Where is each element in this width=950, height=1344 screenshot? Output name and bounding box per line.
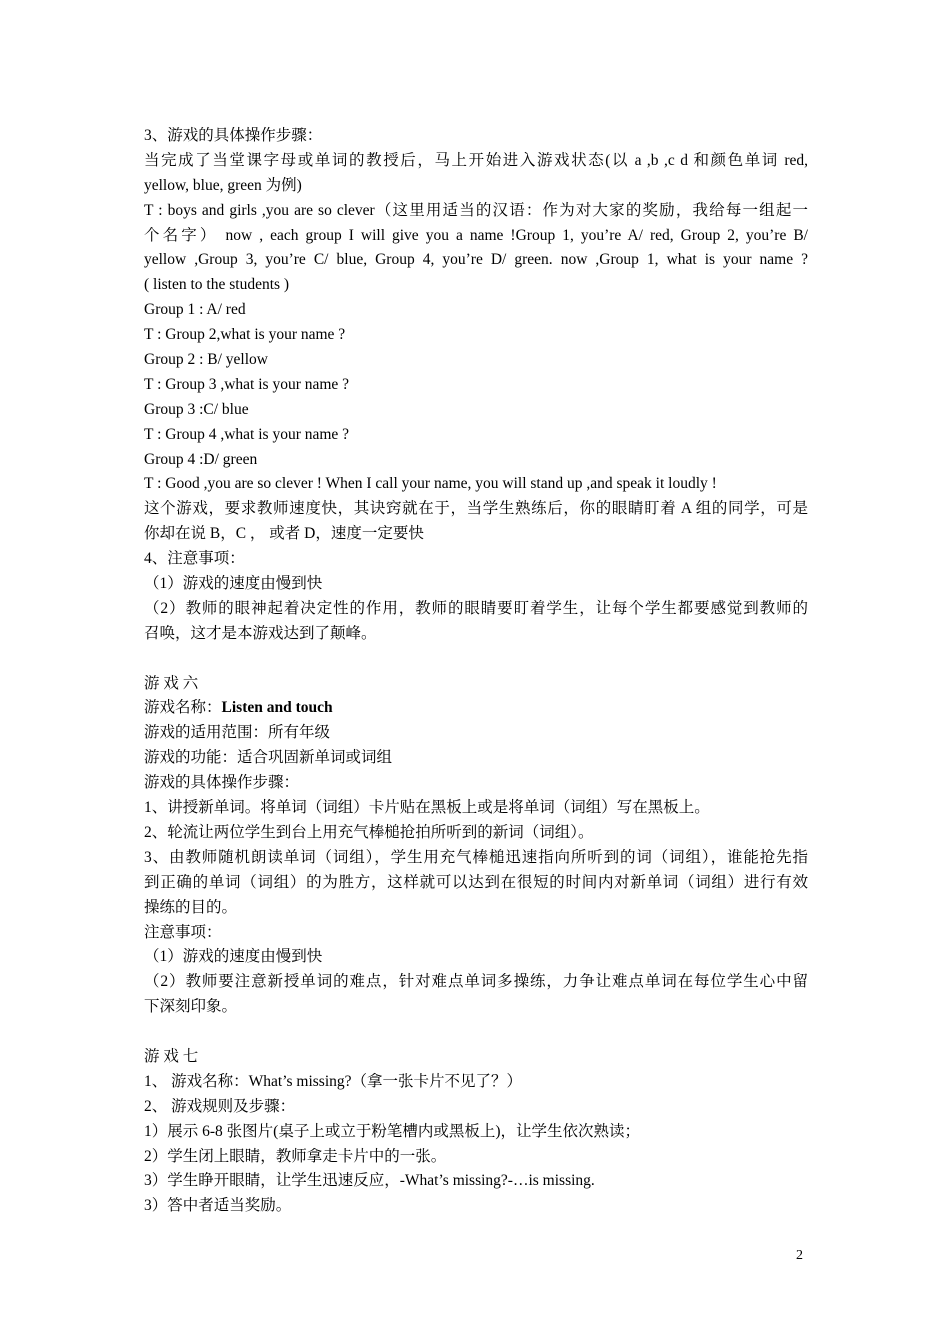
text-line: 3、由教师随机朗读单词（词组），学生用充气棒槌迅速指向所听到的词（词组），谁能抢先指 [144, 848, 808, 866]
text-line: T : Group 2,what is your name ? [144, 326, 346, 344]
text-line: 到正确的单词（词组）的为胜方，这样就可以达到在很短的时间内对新单词（词组）进行有效 [144, 873, 808, 891]
text-line: 当完成了当堂课字母或单词的教授后，马上开始进入游戏状态(以 a ,b ,c d 和颜色单词 red, [144, 151, 808, 169]
text-line: 1）展示 6-8 张图片(桌子上或立于粉笔槽内或黑板上)，让学生依次熟读； [144, 1122, 640, 1140]
text-line: 1、讲授新单词。将单词（词组）卡片贴在黑板上或是将单词（词组）写在黑板上。 [144, 799, 710, 817]
text-line: 这个游戏，要求教师速度快，其诀窍就在于，当学生熟练后，你的眼睛盯着 A 组的同学，可是 [144, 500, 808, 518]
text-line: 游戏的适用范围：所有年级 [144, 724, 331, 742]
text-line: 3、游戏的具体操作步骤： [144, 127, 323, 144]
game-name-line [144, 696, 808, 721]
text-line: 2、 游戏规则及步骤： [144, 1097, 296, 1115]
text-line: 4、注意事项： [144, 550, 245, 568]
text-line: Group 2 : B/ yellow [144, 351, 268, 369]
blank-line [144, 647, 808, 672]
text-line: （2）教师的眼神起着决定性的作用，教师的眼睛要盯着学生，让每个学生都要感觉到教师的 [144, 599, 808, 617]
text-line: T : Group 3 ,what is your name ? [144, 375, 350, 393]
text-line: ( listen to the students ) [144, 276, 290, 294]
text-line: 个名字） now , each group I will give you a name !Group 1, you’re A/ red, Group 2, you’re B/ [144, 226, 808, 244]
text-line: 2、轮流让两位学生到台上用充气棒槌抢拍所听到的新词（词组）。 [144, 823, 594, 841]
text-line: 2）学生闭上眼睛，教师拿走卡片中的一张。 [144, 1147, 447, 1165]
section-heading-game-6: 游 戏 六 [144, 674, 199, 692]
document-body [144, 124, 808, 1219]
text-line: yellow ,Group 3, you’re C/ blue, Group 4, you’re D/ green. now ,Group 1, what is your name ? [144, 251, 808, 269]
text-line: yellow, blue, green 为例) [144, 176, 302, 194]
section-heading-game-7: 游 戏 七 [144, 1047, 199, 1065]
text-line: 召唤，这才是本游戏达到了颠峰。 [144, 624, 377, 642]
text-line: （1）游戏的速度由慢到快 [144, 575, 323, 593]
text-line: T : Good ,you are so clever ! When I call your name, you will stand up ,and speak it loudly ! [144, 475, 717, 493]
text-line: T : Group 4 ,what is your name ? [144, 425, 350, 443]
page-number: 2 [796, 1248, 803, 1263]
blank-line [144, 1020, 808, 1045]
game-name-value: Listen and touch [221, 699, 333, 717]
text-line: 操练的目的。 [144, 898, 238, 916]
text-line: （1）游戏的速度由慢到快 [144, 948, 323, 966]
text-line: 3）答中者适当奖励。 [144, 1197, 292, 1215]
text-line: 下深刻印象。 [144, 998, 238, 1016]
text-line: Group 1 : A/ red [144, 301, 246, 319]
text-line: 你却在说 B，C ， 或者 D，速度一定要快 [144, 525, 424, 543]
text-line: Group 3 :C/ blue [144, 400, 249, 418]
game-name-label: 游戏名称： [144, 699, 222, 717]
text-line: 注意事项： [144, 923, 222, 941]
text-line: Group 4 :D/ green [144, 450, 258, 468]
text-line: T : boys and girls ,you are so clever（这里用适当的汉语：作为对大家的奖励，我给每一组起一 [144, 201, 808, 219]
text-line: （2）教师要注意新授单词的难点，针对难点单词多操练，力争让难点单词在每位学生心中留 [144, 973, 808, 991]
text-line: 3）学生睁开眼睛，让学生迅速反应，-What’s missing?-…is missing. [144, 1172, 595, 1190]
text-line: 1、 游戏名称：What’s missing?（拿一张卡片不见了？） [144, 1072, 523, 1090]
text-line: 游戏的具体操作步骤： [144, 774, 300, 792]
text-line: 游戏的功能：适合巩固新单词或词组 [144, 749, 393, 767]
